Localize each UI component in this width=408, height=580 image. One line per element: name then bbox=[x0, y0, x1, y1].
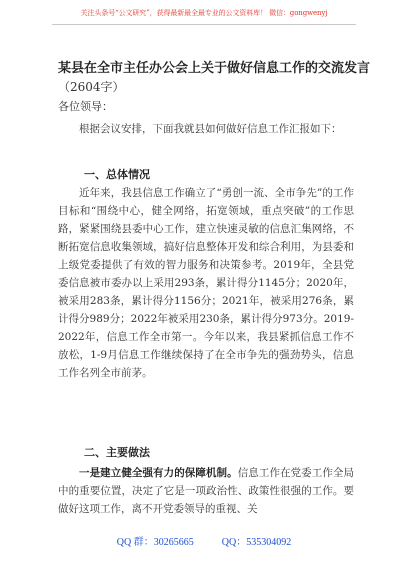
salutation: 各位领导： bbox=[58, 100, 113, 113]
promo-banner: 关注头条号“公文研究”，获得最新最全最专业的公文资料库！ 微信：gongwenyj bbox=[80, 9, 328, 17]
overview-paragraph: 近年来，我县信息工作确立了“勇创一流、全市争先”的工作目标和“围绕中心，健全网络，拓宽领域，重点突破”的工作思路，紧紧围绕县委中心工作，建立快速灵敏的信息汇集网络，不断拓宽信息收集领域，搞好信息整体开发和综合利用，为县委和上级党委提供了有效的智力服务和决策参考。2019年，全县党委信息被市委办以上采用293条，累计得分1145分；2020年，被采用283条，累计得分1156分；2021年，被采用276条，累计得分989分；2022年被采用230条，累计得分973分。2019-2022年，信息工作全市第一。今年以来，我县紧抓信息工作不放松，1-9月信息工作继续保持了在全市争先的强劲势头，信息工作名列全市前茅。 bbox=[58, 187, 354, 379]
header-divider bbox=[52, 24, 356, 25]
qq-group-text: QQ 群：30265665 bbox=[116, 537, 194, 548]
contact-footer bbox=[0, 533, 408, 548]
section-heading-practices: 二、主要做法 bbox=[84, 446, 150, 459]
section-heading-overview: 一、总体情况 bbox=[84, 168, 150, 181]
practices-paragraph bbox=[58, 464, 354, 518]
document-title: 某县在全市主任办公会上关于做好信息工作的交流发言 bbox=[58, 61, 371, 76]
intro-paragraph: 根据会议安排，下面我就县如何做好信息工作汇报如下： bbox=[79, 123, 342, 135]
practices-lead-sentence: 一是建立健全强有力的保障机制。 bbox=[79, 467, 238, 479]
qq-number-text: QQ：535304092 bbox=[221, 537, 292, 548]
word-count: （2604字） bbox=[58, 80, 125, 94]
practices-body-text: 信息工作在党委工作全局中的重要位置，决定了它是一项政治性、政策性很强的工作。要做好这项工作，离不开党委领导的重视、关 bbox=[58, 467, 355, 515]
